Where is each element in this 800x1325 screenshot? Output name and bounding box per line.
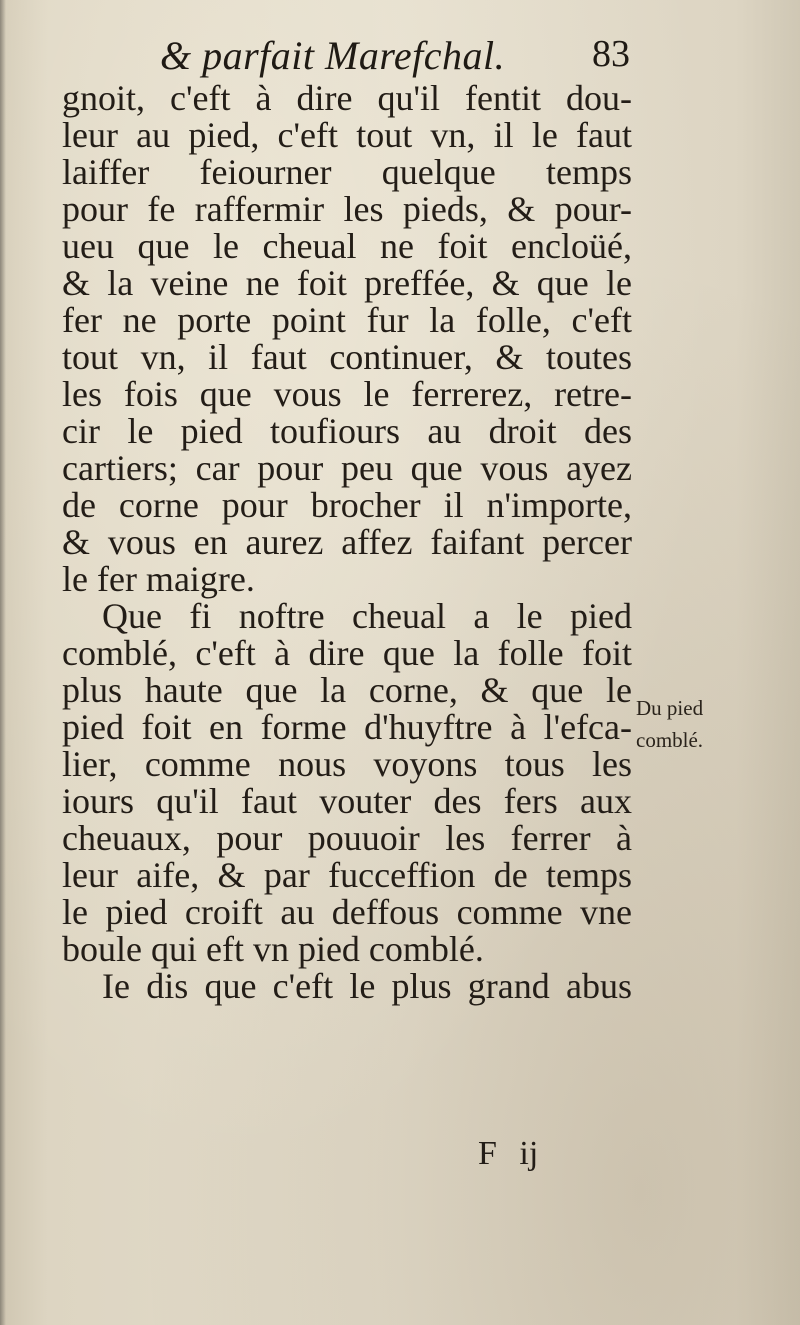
- text-line: laiffer feiourner quelque temps: [62, 152, 632, 192]
- text-line: gnoit, c'eft à dire qu'il fentit dou-: [62, 78, 632, 118]
- text-line: pied foit en forme d'huyftre à l'efca-: [62, 707, 632, 747]
- text-line: Que fi noftre cheual a le pied: [102, 596, 632, 636]
- text-line: lier, comme nous voyons tous les: [62, 744, 632, 784]
- text-line: & la veine ne foit preffée, & que le: [62, 263, 632, 303]
- text-line: Ie dis que c'eft le plus grand abus: [102, 966, 632, 1006]
- text-line: boule qui eft vn pied comblé.: [62, 929, 484, 969]
- paragraph-continuation: [62, 80, 632, 598]
- marginal-note-line: Du pied: [636, 696, 704, 720]
- text-line: ueu que le cheual ne foit encloüé,: [62, 226, 632, 266]
- signature-mark: F ij: [478, 1135, 539, 1172]
- page-number: 83: [592, 33, 630, 75]
- text-line: les fois que vous le ferrerez, retre-: [62, 374, 632, 414]
- paragraph-abus: [62, 968, 632, 1005]
- text-line: fer ne porte point fur la folle, c'eft: [62, 300, 632, 340]
- text-line: cir le pied toufiours au droit des: [62, 411, 632, 451]
- text-line: & vous en aurez affez faifant percer: [62, 522, 632, 562]
- text-line: leur au pied, c'eft tout vn, il le faut: [62, 115, 632, 155]
- text-line: iours qu'il faut vouter des fers aux: [62, 781, 632, 821]
- text-line: le fer maigre.: [62, 559, 255, 599]
- text-line: plus haute que la corne, & que le: [62, 670, 632, 710]
- text-line: cartiers; car pour peu que vous ayez: [62, 448, 632, 488]
- text-line: de corne pour brocher il n'importe,: [62, 485, 632, 525]
- main-text-block: [62, 80, 632, 1005]
- text-line: tout vn, il faut continuer, & toutes: [62, 337, 632, 377]
- running-title: & parfait Marefchal.: [160, 33, 506, 78]
- text-line: comblé, c'eft à dire que la folle foit: [62, 633, 632, 673]
- text-line: cheuaux, pour pouuoir les ferrer à: [62, 818, 632, 858]
- text-line: leur aife, & par fucceffion de temps: [62, 855, 632, 895]
- text-line: le pied croift au deffous comme vne: [62, 892, 632, 932]
- marginal-note-line: comblé.: [636, 728, 704, 752]
- text-line: pour fe raffermir les pieds, & pour-: [62, 189, 632, 229]
- marginal-note: [636, 692, 786, 756]
- paragraph-pied-comble: [62, 598, 632, 968]
